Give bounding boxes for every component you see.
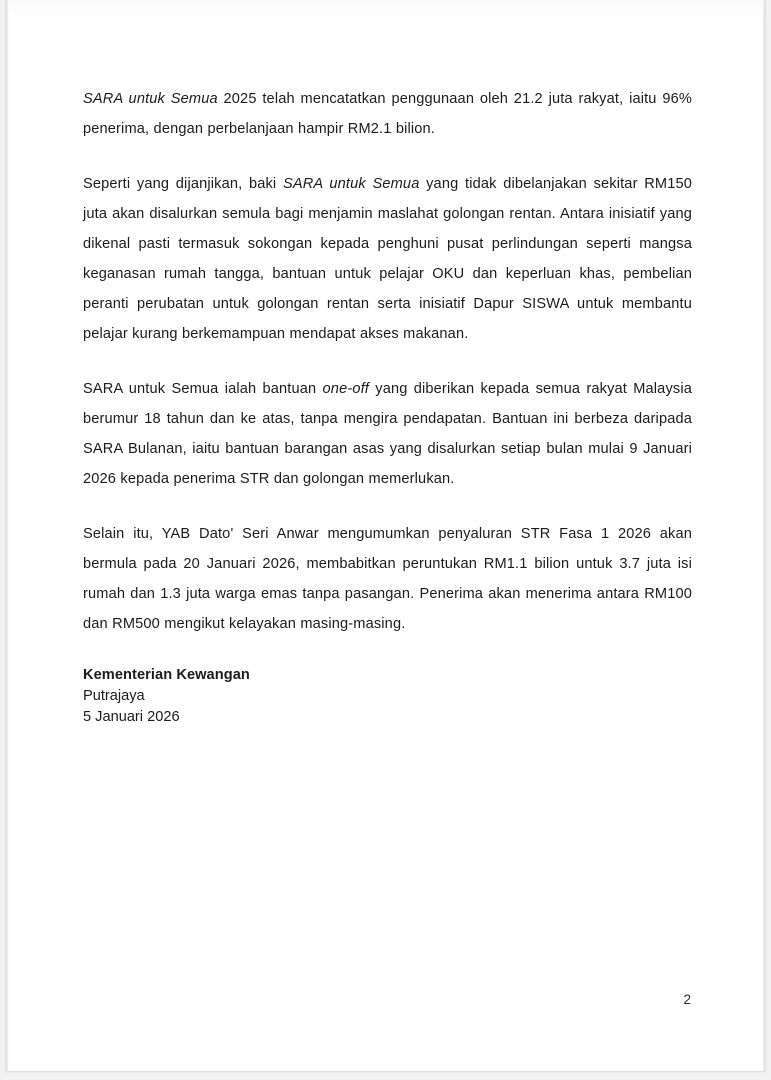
- signature-date: 5 Januari 2026: [83, 709, 180, 725]
- paragraph-2-run-normal-1: Seperti yang dijanjikan, baki: [83, 176, 283, 192]
- paragraph-4-run-normal: Selain itu, YAB Dato' Seri Anwar mengumumkan penyaluran STR Fasa 1 2026 akan bermula pada 20 Januari 2026, membabitkan peruntukan RM1.1 bilion untuk 3.7 juta isi rumah dan 1.3 juta warga emas tanpa pasangan. Penerima akan menerima antara RM100 dan RM500 mengikut kelayakan masing-masing.: [83, 526, 692, 632]
- signature-block: [83, 665, 692, 728]
- paragraph-3: [83, 374, 692, 494]
- page-edge-left: [6, 0, 9, 1071]
- page-edge-right: [762, 0, 765, 1071]
- document-body: [83, 84, 692, 728]
- signature-organisation: Kementerian Kewangan: [83, 667, 250, 683]
- paragraph-2-run-italic: SARA untuk Semua: [282, 176, 420, 192]
- paragraph-2-run-normal-2: yang tidak dibelanjakan sekitar RM150 juta akan disalurkan semula bagi menjamin maslahat golongan rentan. Antara inisiatif yang dikenal pasti termasuk sokongan kepada penghuni pusat perlindungan seperti mangsa keganasan rumah tangga, bantuan untuk pelajar OKU dan keperluan khas, pembelian peranti perubatan untuk golongan rentan serta inisiatif Dapur SISWA untuk membantu pelajar kurang berkemampuan mendapat akses makanan.: [83, 176, 692, 342]
- paragraph-4: [83, 519, 692, 639]
- paragraph-2: [83, 169, 692, 349]
- document-page: [6, 0, 765, 1071]
- paragraph-1: [83, 84, 692, 144]
- signature-location: Putrajaya: [83, 688, 145, 704]
- paragraph-3-run-normal-2: yang diberikan kepada semua rakyat Malaysia berumur 18 tahun dan ke atas, tanpa mengira pendapatan. Bantuan ini berbeza daripada SARA Bulanan, iaitu bantuan barangan asas yang disalurkan setiap bulan mulai 9 Januari 2026 kepada penerima STR dan golongan memerlukan.: [83, 381, 692, 487]
- page-edge-top: [9, 0, 762, 18]
- paragraph-1-run-italic: SARA untuk Semua: [83, 91, 218, 107]
- paragraph-3-run-italic: one-off: [322, 381, 370, 397]
- paragraph-3-run-normal-1: SARA untuk Semua ialah bantuan: [83, 381, 323, 397]
- paragraph-1-run-normal: 2025 telah mencatatkan penggunaan oleh 21.2 juta rakyat, iaitu 96% penerima, dengan perbelanjaan hampir RM2.1 bilion.: [83, 91, 692, 137]
- page-number: 2: [683, 992, 691, 1007]
